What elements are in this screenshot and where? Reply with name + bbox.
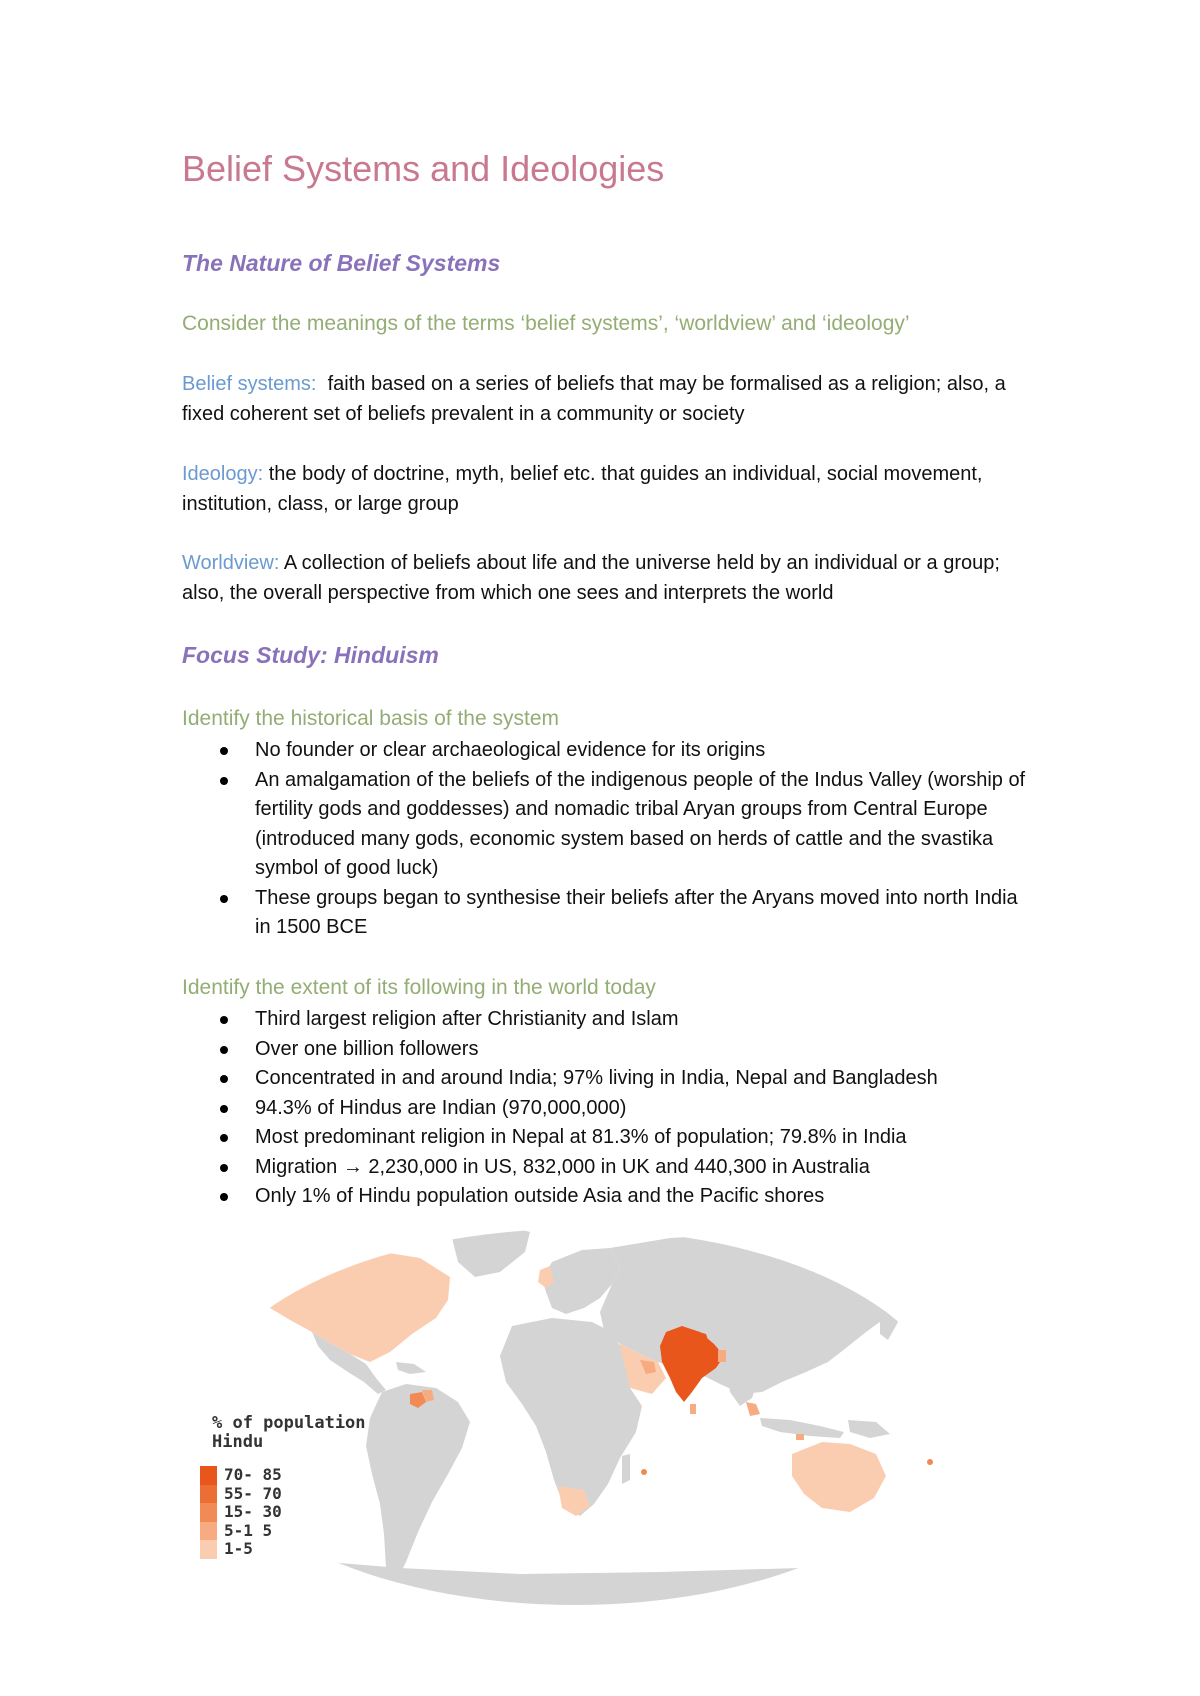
legend-label: 15- 30 <box>224 1502 282 1521</box>
region-new-zealand <box>916 1504 928 1526</box>
definition-text: faith based on a series of beliefs that may be formalised as a religion; also, a fixed coherent set of beliefs prevalent in a community or society <box>182 373 1006 425</box>
legend-swatch <box>200 1485 217 1504</box>
definition-ideology <box>182 460 1032 519</box>
definition-worldview <box>182 549 1032 608</box>
list-item: Over one billion followers <box>182 1035 1032 1065</box>
legend-item <box>200 1522 282 1541</box>
definition-belief-systems <box>182 370 1032 429</box>
list-item: Migration → 2,230,000 in US, 832,000 in UK and 440,300 in Australia <box>182 1153 1032 1183</box>
region-mauritius <box>641 1469 647 1475</box>
document-title: Belief Systems and Ideologies <box>182 148 665 189</box>
legend-swatch <box>200 1503 217 1522</box>
legend-label: 70- 85 <box>224 1465 282 1484</box>
extent-bullet-list <box>182 1005 1032 1212</box>
definition-text: A collection of beliefs about life and the universe held by an individual or a group; also, the overall perspective from which one sees and interprets the world <box>182 552 1000 604</box>
term-ideology: Ideology: <box>182 463 264 485</box>
legend-swatch <box>200 1466 217 1485</box>
region-bangladesh <box>718 1350 726 1362</box>
legend-item <box>200 1466 282 1485</box>
region-bali <box>796 1434 804 1440</box>
list-item: Only 1% of Hindu population outside Asia and the Pacific shores <box>182 1182 1032 1212</box>
legend-label: 5-1 5 <box>224 1520 273 1540</box>
region-fiji <box>927 1459 933 1465</box>
historical-bullet-list <box>182 736 1032 943</box>
definition-text: the body of doctrine, myth, belief etc. that guides an individual, social movement, institution, class, or large group <box>182 463 983 515</box>
term-belief-systems: Belief systems: <box>182 373 317 395</box>
list-item: These groups began to synthesise their beliefs after the Aryans moved into north India in 1500 BCE <box>182 884 1032 943</box>
list-item: No founder or clear archaeological evidence for its origins <box>182 736 1032 766</box>
list-item: Concentrated in and around India; 97% living in India, Nepal and Bangladesh <box>182 1064 1032 1094</box>
list-item: An amalgamation of the beliefs of the indigenous people of the Indus Valley (worship of fertility gods and goddesses) and nomadic tribal Aryan groups from Central Europe (introduced many gods, economic system based on herds of cattle and the svastika symbol of good luck) <box>182 766 1032 884</box>
legend-label: 55- 70 <box>224 1483 282 1503</box>
list-item: Most predominant religion in Nepal at 81.3% of population; 79.8% in India <box>182 1123 1032 1153</box>
list-item: 94.3% of Hindus are Indian (970,000,000) <box>182 1094 1032 1124</box>
question-heading-terms: Consider the meanings of the terms ‘belief systems’, ‘worldview’ and ‘ideology’ <box>182 312 910 335</box>
region-sri-lanka <box>690 1404 696 1414</box>
legend-item <box>200 1485 282 1504</box>
landmass-madagascar <box>622 1454 630 1484</box>
legend-title: % of population Hindu <box>212 1413 366 1452</box>
section-heading-focus-study: Focus Study: Hinduism <box>182 642 439 668</box>
question-heading-historical: Identify the historical basis of the system <box>182 707 560 730</box>
legend-label: 1-5 <box>224 1539 253 1558</box>
world-map-figure <box>200 1222 950 1606</box>
legend-swatch <box>200 1540 217 1559</box>
question-heading-extent: Identify the extent of its following in the world today <box>182 976 656 999</box>
section-heading-nature: The Nature of Belief Systems <box>182 250 501 276</box>
legend-item <box>200 1503 282 1522</box>
map-legend <box>200 1466 282 1559</box>
term-worldview: Worldview: <box>182 552 280 574</box>
legend-item <box>200 1540 282 1559</box>
list-item: Third largest religion after Christianity and Islam <box>182 1005 1032 1035</box>
legend-swatch <box>200 1522 217 1541</box>
